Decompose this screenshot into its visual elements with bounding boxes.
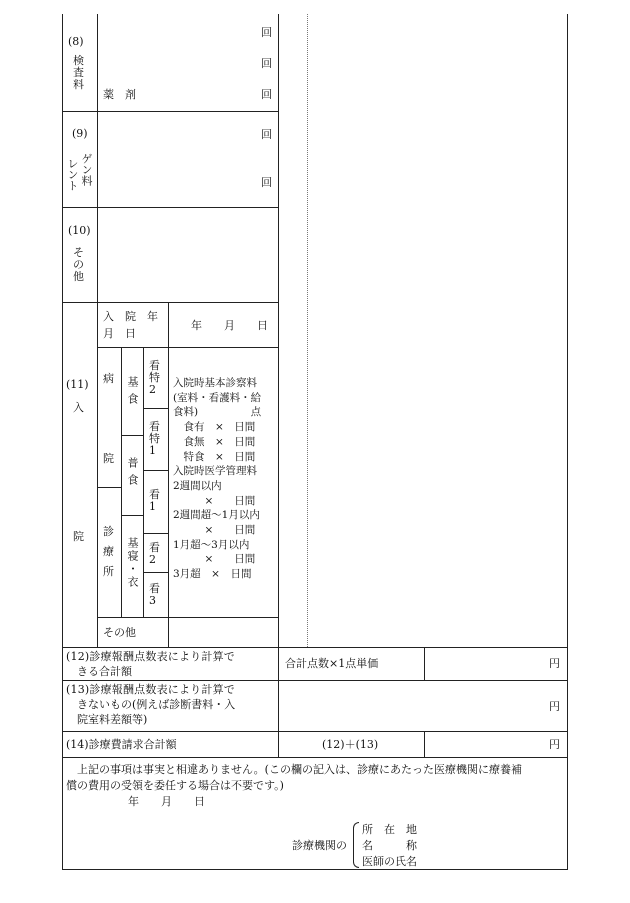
divider-10-11 xyxy=(62,302,279,303)
row13-label-line2: きないもの(例えば診断書料・入 xyxy=(66,698,236,711)
row13-label-line1: (13)診療報酬点数表により計算で xyxy=(66,683,235,696)
form-right-border xyxy=(567,14,568,869)
row12-label-line1: (12)診療報酬点数表により計算で xyxy=(66,650,235,663)
kantoku1-label: 看 特 1 xyxy=(149,420,160,457)
declaration-line2: 償の費用の受領を委任する場合は不要です。) xyxy=(66,779,284,792)
sec8-number: (8) xyxy=(68,35,84,48)
kan3-label: 看 3 xyxy=(149,582,160,607)
divider-9-10 xyxy=(62,207,279,208)
sec9-title-col1: レント xyxy=(66,158,79,191)
hospital-clinic-divider xyxy=(97,487,121,488)
sec10-title: そ の 他 xyxy=(73,246,84,283)
sec10-number: (10) xyxy=(68,224,91,237)
row14-label: (14)診療費請求合計額 xyxy=(66,738,177,751)
kan-row2 xyxy=(143,470,168,471)
kan-row1 xyxy=(143,408,168,409)
sec8-kai-3: 回 xyxy=(261,88,272,101)
left-table-right-border xyxy=(278,14,279,647)
row14-bottom xyxy=(62,757,568,758)
institution-label: 診療機関の xyxy=(292,839,347,852)
rows-col1-border xyxy=(278,647,279,757)
other-label: その他 xyxy=(103,626,136,639)
kishin-label: 基寝・衣 xyxy=(126,537,139,589)
doctor-name-label: 医師の氏名 xyxy=(362,855,417,868)
admission-row-bottom xyxy=(97,347,279,348)
institution-address-label: 所 在 地 xyxy=(362,823,417,836)
row12-formula: 合計点数×1点単価 xyxy=(285,657,379,670)
sec8-kai-1: 回 xyxy=(261,26,272,39)
kishoku-label: 基食 xyxy=(126,376,139,410)
fushoku-kishin-divider xyxy=(121,515,143,516)
row14-unit: 円 xyxy=(549,738,560,751)
rows-col2-border xyxy=(424,647,425,681)
hospital-char-byo: 病 xyxy=(103,372,114,385)
kantoku2-label: 看 特 2 xyxy=(149,359,160,396)
row13-label-line3: 院室料差額等) xyxy=(66,713,148,726)
kan-row3 xyxy=(143,533,168,534)
title-column-border xyxy=(97,14,98,647)
row12-label-line2: きる合計額 xyxy=(66,665,132,678)
clinic-label: 診 療 所 xyxy=(103,525,114,578)
row14-formula: (12)＋(13) xyxy=(322,738,379,751)
sec8-kai-2: 回 xyxy=(261,57,272,70)
form-left-border xyxy=(62,14,63,869)
row13-top xyxy=(62,680,568,681)
admission-date: 年 月 日 xyxy=(191,319,268,332)
col-a-border xyxy=(121,347,122,617)
admission-label-row2: 月 日 xyxy=(103,327,136,340)
kishoku-fushoku-divider xyxy=(121,435,143,436)
declaration-date: 年 月 日 xyxy=(128,795,205,808)
inpatient-fee-detail: 入院時基本診察料 (室料・看護料・給 食料) 点 食有 × 日間 食無 × 日間 特食 × 日間 入院時医学管理料 2週間以内 × 日間 2週間超〜1月以内 × 日間 1月超〜3月以内 × 日間 3月超 × 日間 xyxy=(173,377,262,581)
declaration-line1: 上記の事項は事実と相違ありません。(この欄の記入は、診療にあたった医療機関に療養補 xyxy=(66,763,522,776)
sec8-drug: 薬 剤 xyxy=(103,88,136,101)
dotted-separator xyxy=(307,14,308,647)
sec11-title-bottom: 院 xyxy=(73,530,84,543)
sec8-title: 検 査 料 xyxy=(73,54,84,91)
fushoku-label: 普食 xyxy=(126,457,139,491)
sec9-kai-2: 回 xyxy=(261,176,272,189)
divider-8-9 xyxy=(62,111,279,112)
row12-unit: 円 xyxy=(549,657,560,670)
kan1-label: 看 1 xyxy=(149,488,160,513)
admission-label-row1: 入 院 年 xyxy=(103,310,158,323)
row13-unit: 円 xyxy=(549,700,560,713)
hospital-char-in: 院 xyxy=(103,452,114,465)
sec11-title-top: 入 xyxy=(73,401,84,414)
col-b-border xyxy=(143,347,144,617)
sec9-kai-1: 回 xyxy=(261,128,272,141)
rows-col2-border-14 xyxy=(424,731,425,757)
row14-top xyxy=(62,731,568,732)
institution-name-label: 名 称 xyxy=(362,839,417,852)
kan2-label: 看 2 xyxy=(149,541,160,566)
kan-row4 xyxy=(143,572,168,573)
sec9-number: (9) xyxy=(72,127,88,140)
sec11-number: (11) xyxy=(66,378,89,391)
sec9-title-col2: ゲン料 xyxy=(80,153,93,186)
row12-top xyxy=(62,647,568,648)
admission-label-border xyxy=(168,302,169,647)
grid-bottom xyxy=(97,617,279,618)
form-bottom-border xyxy=(62,869,568,870)
institution-brace xyxy=(353,822,359,868)
